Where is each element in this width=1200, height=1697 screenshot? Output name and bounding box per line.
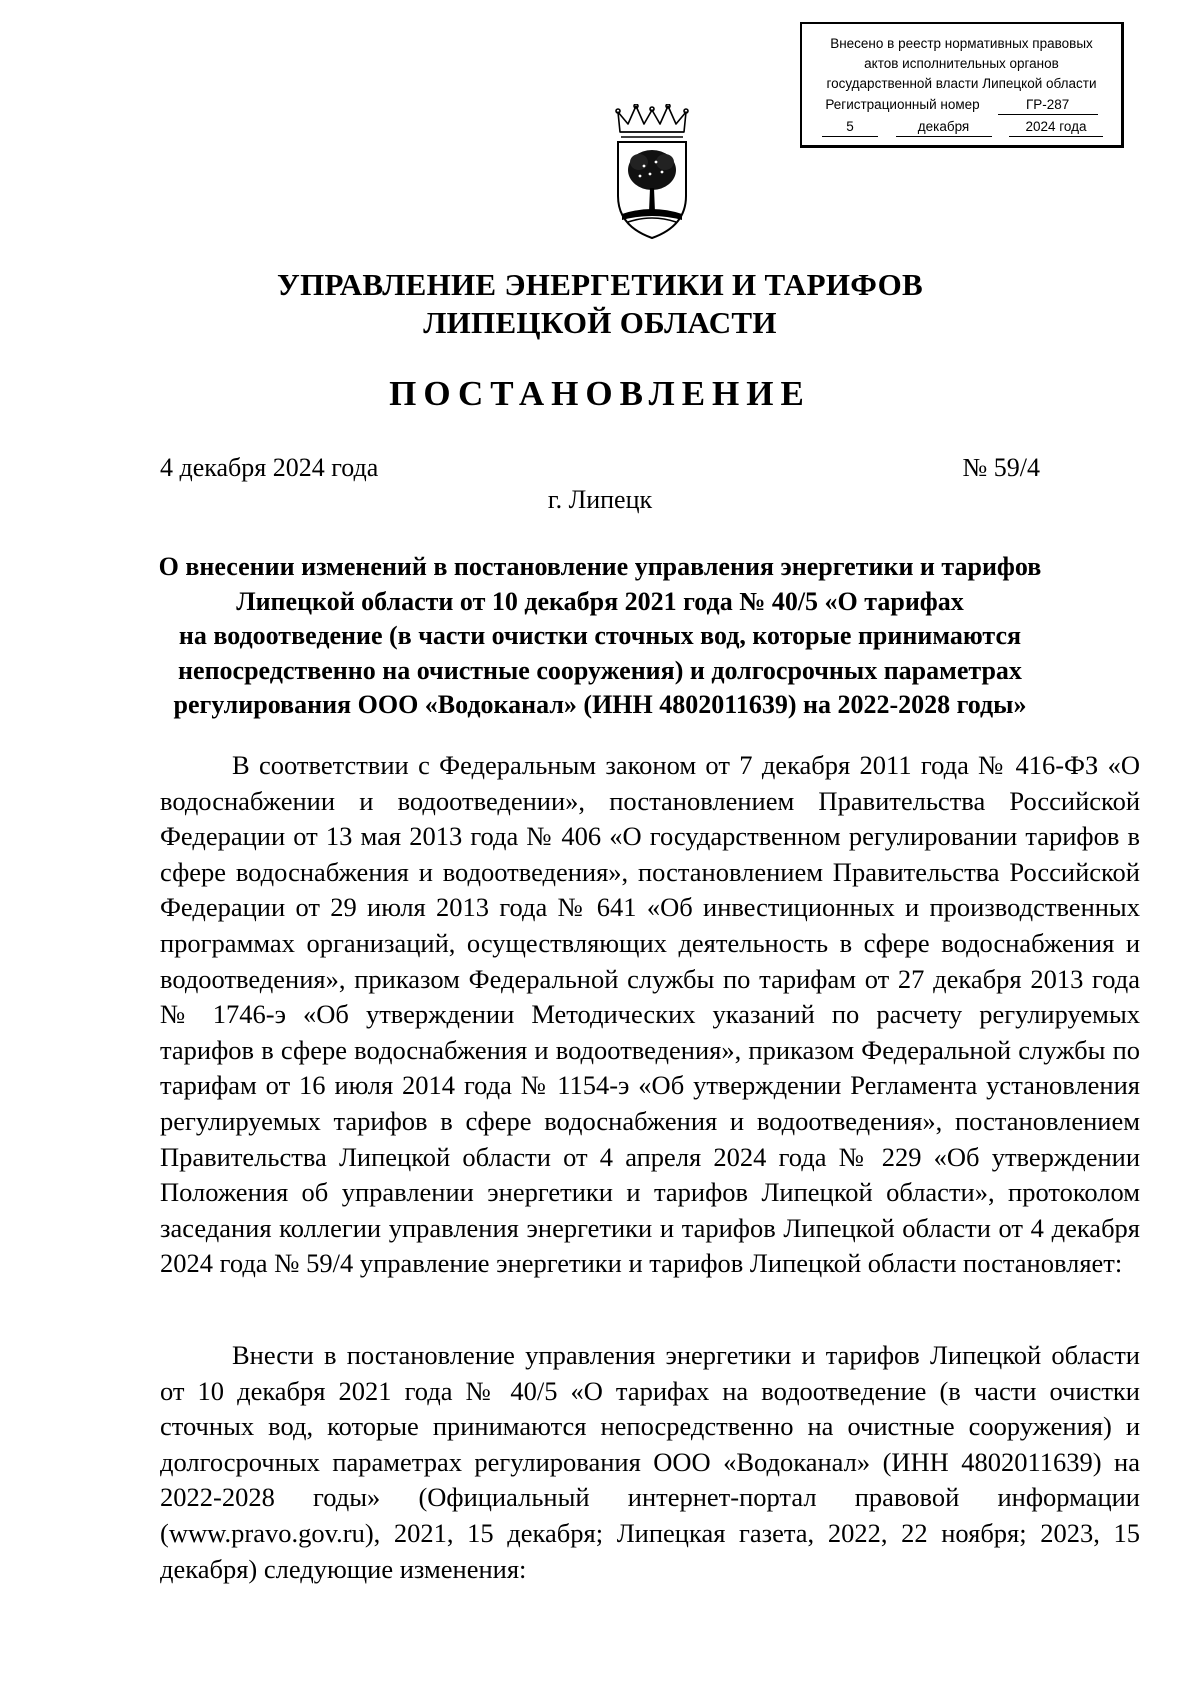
stamp-month: декабря [896,117,992,137]
subject-line-5: регулирования ООО «Водоканал» (ИНН 4802011639) на 2022-2028 годы» [173,690,1027,719]
stamp-line-1: Внесено в реестр нормативных правовых [830,36,1093,51]
organization-title [0,266,1200,342]
document-type-title: ПОСТАНОВЛЕНИЕ [389,374,811,413]
stamp-reg-number: ГР-287 [998,95,1098,115]
stamp-line-3: государственной власти Липецкой области [826,76,1097,91]
stamp-reg-label: Регистрационный номер [825,97,980,112]
organization-title-line-2: ЛИПЕЦКОЙ ОБЛАСТИ [423,305,777,340]
subject-line-2: Липецкой области от 10 декабря 2021 года № 40/5 «О тарифах [236,586,964,616]
subject-line-4: непосредственно на очистные сооружения) и долгосрочных параметрах [178,655,1022,685]
lipetsk-coat-of-arms-icon [612,104,692,240]
subject-line-3: на водоотведение (в части очистки сточных вод, которые принимаются [178,621,1022,650]
stamp-date-row [802,117,1121,137]
organization-title-line-1: УПРАВЛЕНИЕ ЭНЕРГЕТИКИ И ТАРИФОВ [277,267,923,302]
stamp-year: 2024 года [1009,117,1103,137]
subject-line-1: О внесении изменений в постановление управления энергетики и тарифов [158,552,1042,581]
registration-stamp [800,22,1124,148]
document-subject [150,550,1050,723]
body-paragraph-resolution: Внести в постановление управления энергетики и тарифов Липецкой области от 10 декабря 2021 года № 40/5 «О тарифах на водоотведение (в части очистки сточных вод, которые принимаются непосредственно на очистные сооружения) и долгосрочных параметрах регулирования ООО «Водоканал» (ИНН 4802011639) на 2022-2028 годы» (Официальный интернет-портал правовой информации (www.pravo.gov.ru), 2021, 15 декабря; Липецкая газета, 2022, 22 ноября; 2023, 15 декабря) следующие изменения: [160,1340,1140,1584]
document-date: 4 декабря 2024 года [160,453,379,482]
document-number: № 59/4 [962,453,1040,482]
stamp-registration-row [802,95,1121,115]
body-paragraph-preamble: В соответствии с Федеральным законом от 7 декабря 2011 года № 416-ФЗ «О водоснабжении и водоотведении», постановлением Правительства Российской Федерации от 13 мая 2013 года № 406 «О государственном регулировании тарифов в сфере водоснабжения и водоотведения», постановлением Правительства Российской Федерации от 29 июля 2013 года № 641 «Об инвестиционных и производственных программах организаций, осуществляющих деятельность в сфере водоснабжения и водоотведения», приказом Федеральной службы по тарифам от 27 декабря 2013 года № 1746-э «Об утверждении Методических указаний по расчету регулируемых тарифов в сфере водоснабжения и водоотведения», приказом Федеральной службы по тарифам от 16 июля 2014 года № 1154-э «Об утверждении Регламента установления регулируемых тарифов в сфере водоснабжения и водоотведения», постановлением Правительства Липецкой области от 4 апреля 2024 года № 229 «Об утверждении Положения об управлении энергетики и тарифов Липецкой области», протоколом заседания коллегии управления энергетики и тарифов Липецкой области от 4 декабря 2024 года № 59/4 управление энергетики и тарифов Липецкой области постановляет: [160,750,1140,1279]
stamp-day: 5 [822,117,878,137]
stamp-line-2: актов исполнительных органов [864,56,1059,71]
document-city: г. Липецк [547,485,653,514]
